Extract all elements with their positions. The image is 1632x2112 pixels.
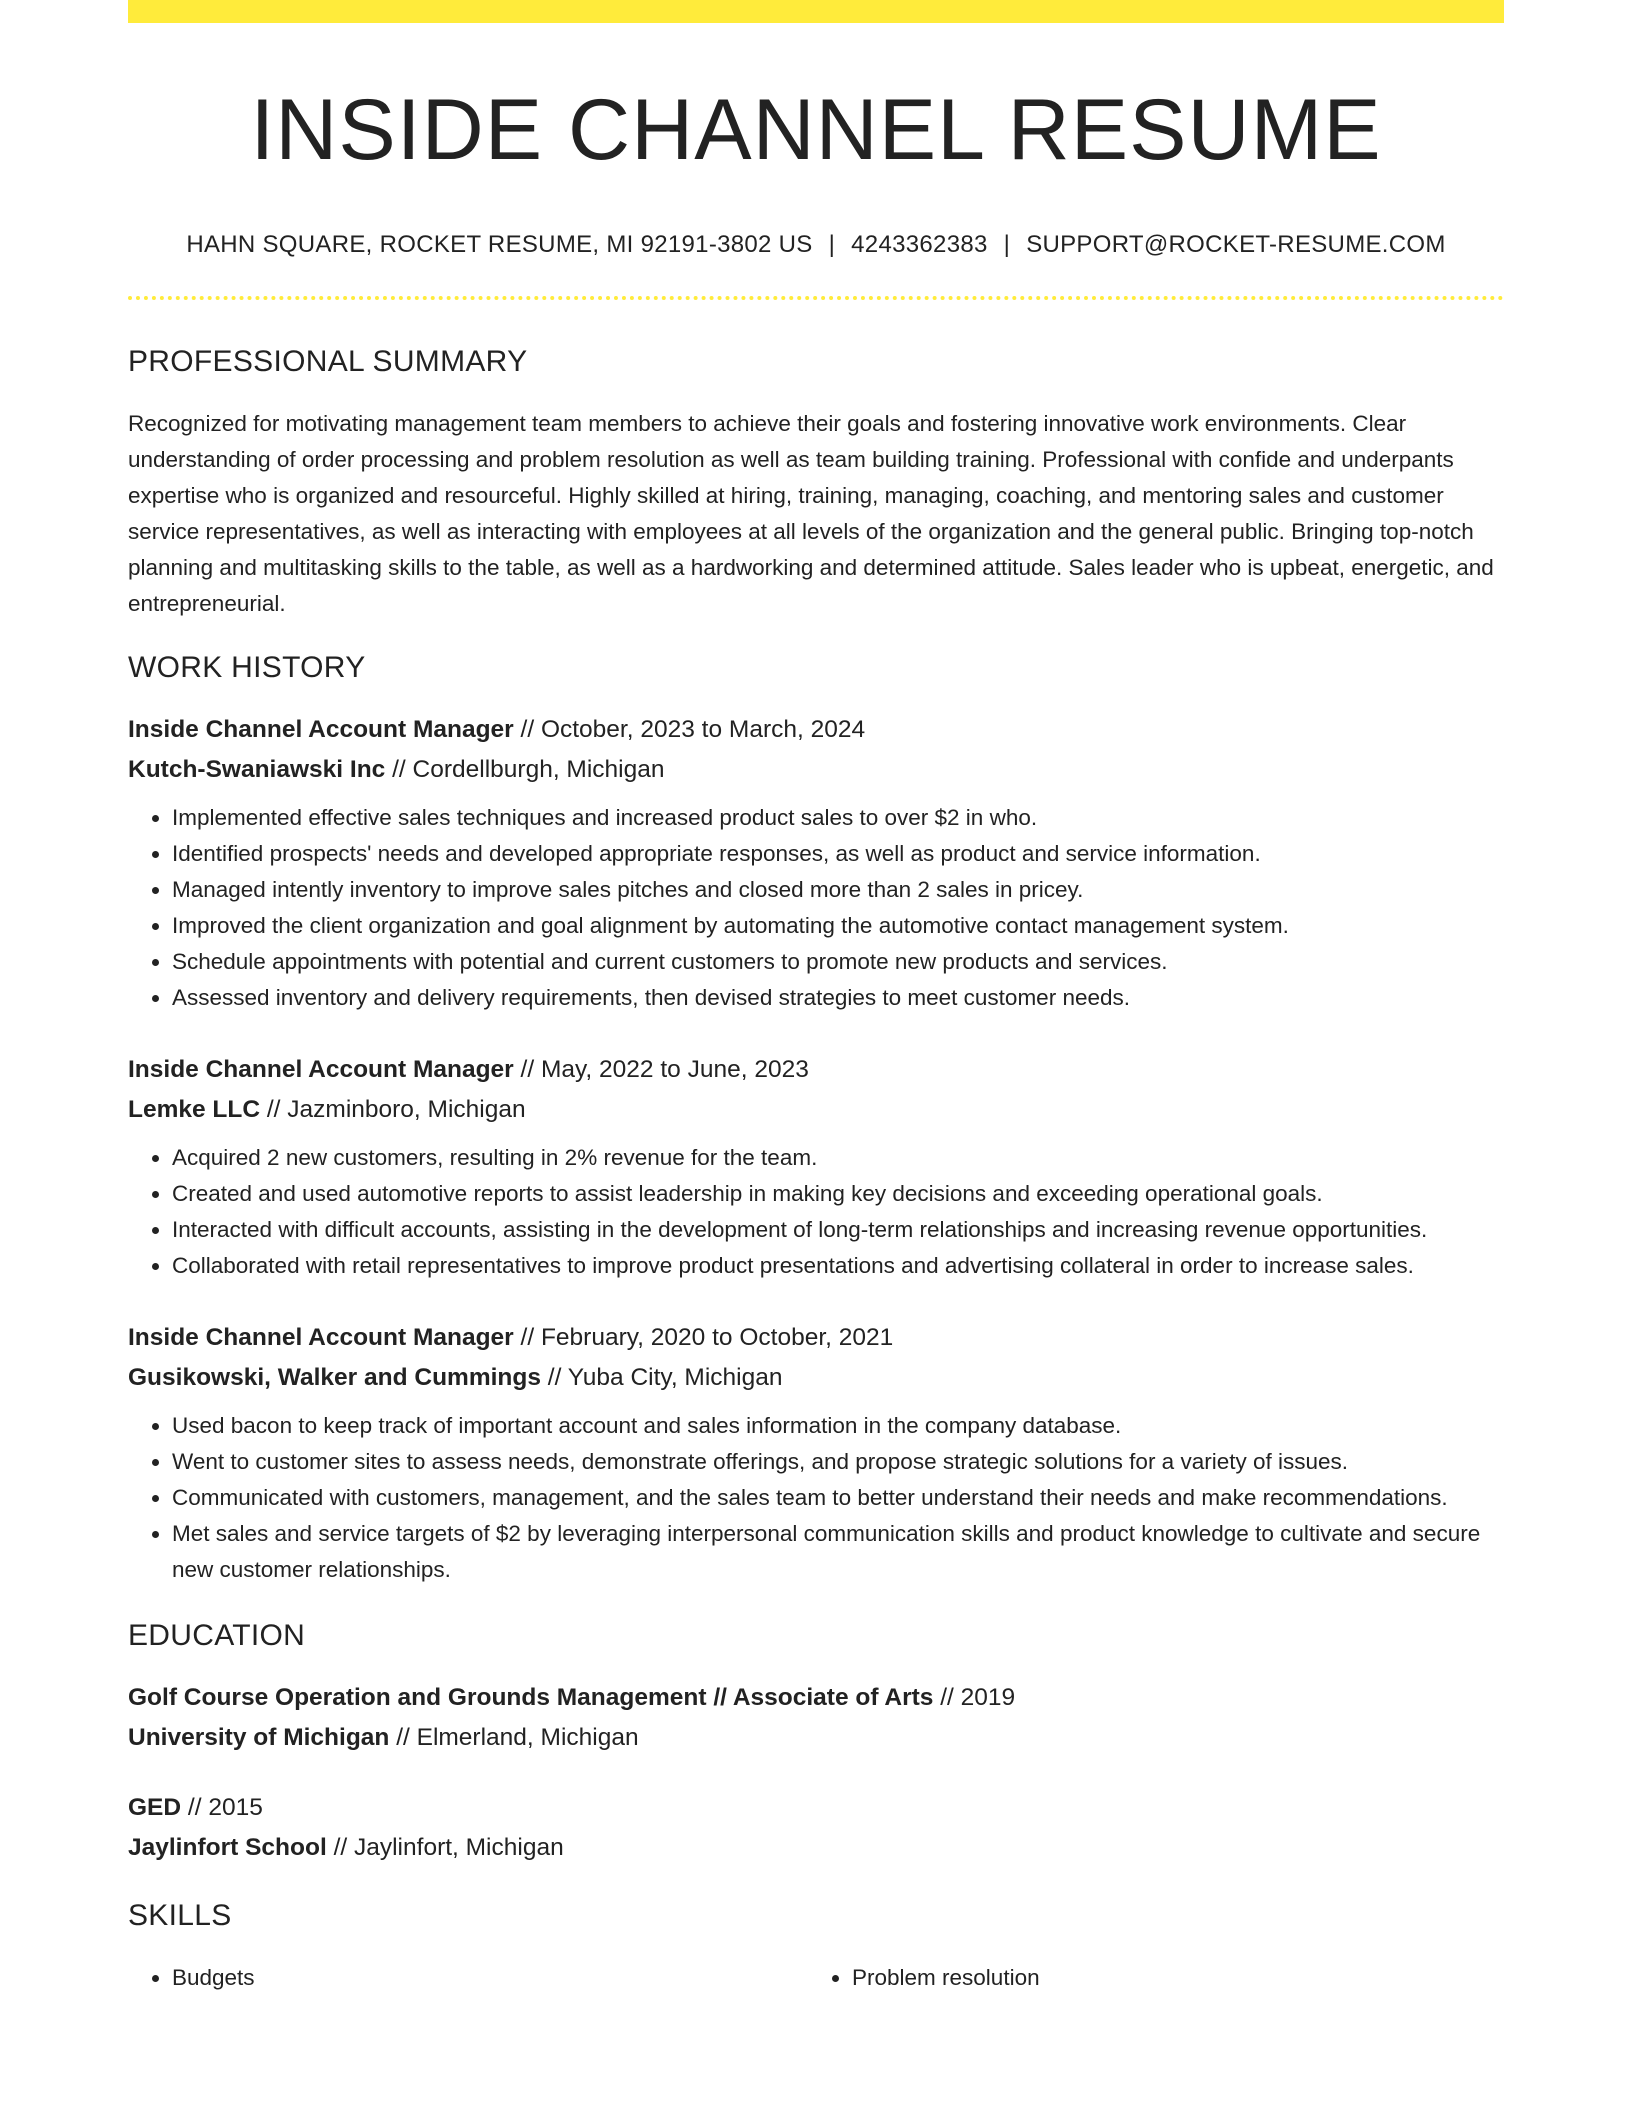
- skill-item: • Problem resolution: [852, 1960, 1488, 1996]
- skills-heading: SKILLS: [128, 1898, 232, 1932]
- job-location: // Cordellburgh, Michigan: [385, 755, 665, 783]
- education-degree: Golf Course Operation and Grounds Management // Associate of Arts: [128, 1683, 934, 1711]
- job-entry: [128, 1050, 1504, 1284]
- job-bullet: • Implemented effective sales techniques and increased product sales to over $2 in who.: [172, 800, 1504, 836]
- job-bullet: • Communicated with customers, management, and the sales team to better understand their needs and make recommendations.: [172, 1480, 1504, 1516]
- job-dates: // May, 2022 to June, 2023: [513, 1055, 809, 1083]
- job-bullet: • Improved the client organization and goal alignment by automating the automotive contact management system.: [172, 908, 1504, 944]
- education-year: // 2015: [181, 1793, 263, 1821]
- education-school: University of Michigan: [128, 1723, 390, 1751]
- job-bullet: • Interacted with difficult accounts, assisting in the development of long-term relationships and increasing revenue opportunities.: [172, 1212, 1504, 1248]
- education-school-line: [128, 1828, 1504, 1868]
- job-bullets: [128, 800, 1504, 1016]
- contact-line: [128, 231, 1504, 260]
- job-bullet: • Assessed inventory and delivery requirements, then devised strategies to meet customer needs.: [172, 980, 1504, 1016]
- skills-column-left: [128, 1960, 808, 1996]
- job-role: Inside Channel Account Manager: [128, 1055, 514, 1083]
- skills-columns: [128, 1960, 1504, 1996]
- job-location: // Jazminboro, Michigan: [260, 1095, 526, 1123]
- job-bullets: [128, 1140, 1504, 1284]
- contact-address: HAHN SQUARE, ROCKET RESUME, MI 92191-3802 US: [186, 231, 813, 258]
- dotted-divider: [128, 296, 1504, 300]
- education-entry: [128, 1788, 1504, 1868]
- job-company-line: [128, 750, 1504, 790]
- job-bullet: • Schedule appointments with potential and current customers to promote new products and services.: [172, 944, 1504, 980]
- job-company: Lemke LLC: [128, 1095, 261, 1123]
- contact-email: SUPPORT@ROCKET-RESUME.COM: [1026, 231, 1446, 258]
- education-year: // 2019: [933, 1683, 1016, 1711]
- education-school: Jaylinfort School: [128, 1833, 327, 1861]
- job-bullet: • Created and used automotive reports to assist leadership in making key decisions and exceeding operational goals.: [172, 1176, 1504, 1212]
- skills-column-right: [808, 1960, 1488, 1996]
- job-bullet: • Acquired 2 new customers, resulting in 2% revenue for the team.: [172, 1140, 1504, 1176]
- resume-name: INSIDE CHANNEL RESUME: [250, 82, 1382, 178]
- job-location: // Yuba City, Michigan: [540, 1363, 783, 1391]
- job-title-line: [128, 1318, 1504, 1358]
- work-history-heading: WORK HISTORY: [128, 650, 366, 684]
- education-degree-line: [128, 1678, 1504, 1718]
- contact-separator: |: [1003, 231, 1011, 258]
- job-company: Kutch-Swaniawski Inc: [128, 755, 386, 783]
- job-title-line: [128, 710, 1504, 750]
- job-bullet: • Collaborated with retail representatives to improve product presentations and advertising collateral in order to increase sales.: [172, 1248, 1504, 1284]
- job-company-line: [128, 1358, 1504, 1398]
- job-title-line: [128, 1050, 1504, 1090]
- contact-separator: |: [828, 231, 836, 258]
- summary-heading: PROFESSIONAL SUMMARY: [128, 344, 528, 378]
- education-heading: EDUCATION: [128, 1618, 306, 1652]
- job-bullet: • Identified prospects' needs and developed appropriate responses, as well as product and service information.: [172, 836, 1504, 872]
- job-bullet: • Met sales and service targets of $2 by leveraging interpersonal communication skills and product knowledge to cultivate and secure new customer relationships.: [172, 1516, 1504, 1588]
- job-company-line: [128, 1090, 1504, 1130]
- job-company: Gusikowski, Walker and Cummings: [128, 1363, 541, 1391]
- job-bullet: • Went to customer sites to assess needs, demonstrate offerings, and propose strategic solutions for a variety of issues.: [172, 1444, 1504, 1480]
- job-bullet: • Used bacon to keep track of important account and sales information in the company database.: [172, 1408, 1504, 1444]
- summary-text: Recognized for motivating management team members to achieve their goals and fostering innovative work environments. Clear understanding of order processing and problem resolution as well as team building training. Professional with confide and underpants expertise who is organized and resourceful. Highly skilled at hiring, training, managing, coaching, and mentoring sales and customer service representatives, as well as interacting with employees at all levels of the organization and the general public. Bringing top-notch planning and multitasking skills to the table, as well as a hardworking and determined attitude. Sales leader who is upbeat, energetic, and entrepreneurial.: [128, 410, 1494, 616]
- resume-page: [128, 0, 1504, 1996]
- job-role: Inside Channel Account Manager: [128, 715, 514, 743]
- education-entry: [128, 1678, 1504, 1758]
- education-degree: GED: [128, 1793, 182, 1821]
- job-dates: // February, 2020 to October, 2021: [513, 1323, 894, 1351]
- job-entry: [128, 1318, 1504, 1588]
- job-bullet: • Managed intently inventory to improve sales pitches and closed more than 2 sales in pricey.: [172, 872, 1504, 908]
- education-school-line: [128, 1718, 1504, 1758]
- accent-bar: [128, 0, 1504, 23]
- job-dates: // October, 2023 to March, 2024: [513, 715, 866, 743]
- job-entry: [128, 710, 1504, 1016]
- education-location: // Jaylinfort, Michigan: [326, 1833, 564, 1861]
- contact-phone: 4243362383: [851, 231, 988, 258]
- job-role: Inside Channel Account Manager: [128, 1323, 514, 1351]
- education-location: // Elmerland, Michigan: [389, 1723, 639, 1751]
- job-bullets: [128, 1408, 1504, 1588]
- skill-item: • Budgets: [172, 1960, 808, 1996]
- education-degree-line: [128, 1788, 1504, 1828]
